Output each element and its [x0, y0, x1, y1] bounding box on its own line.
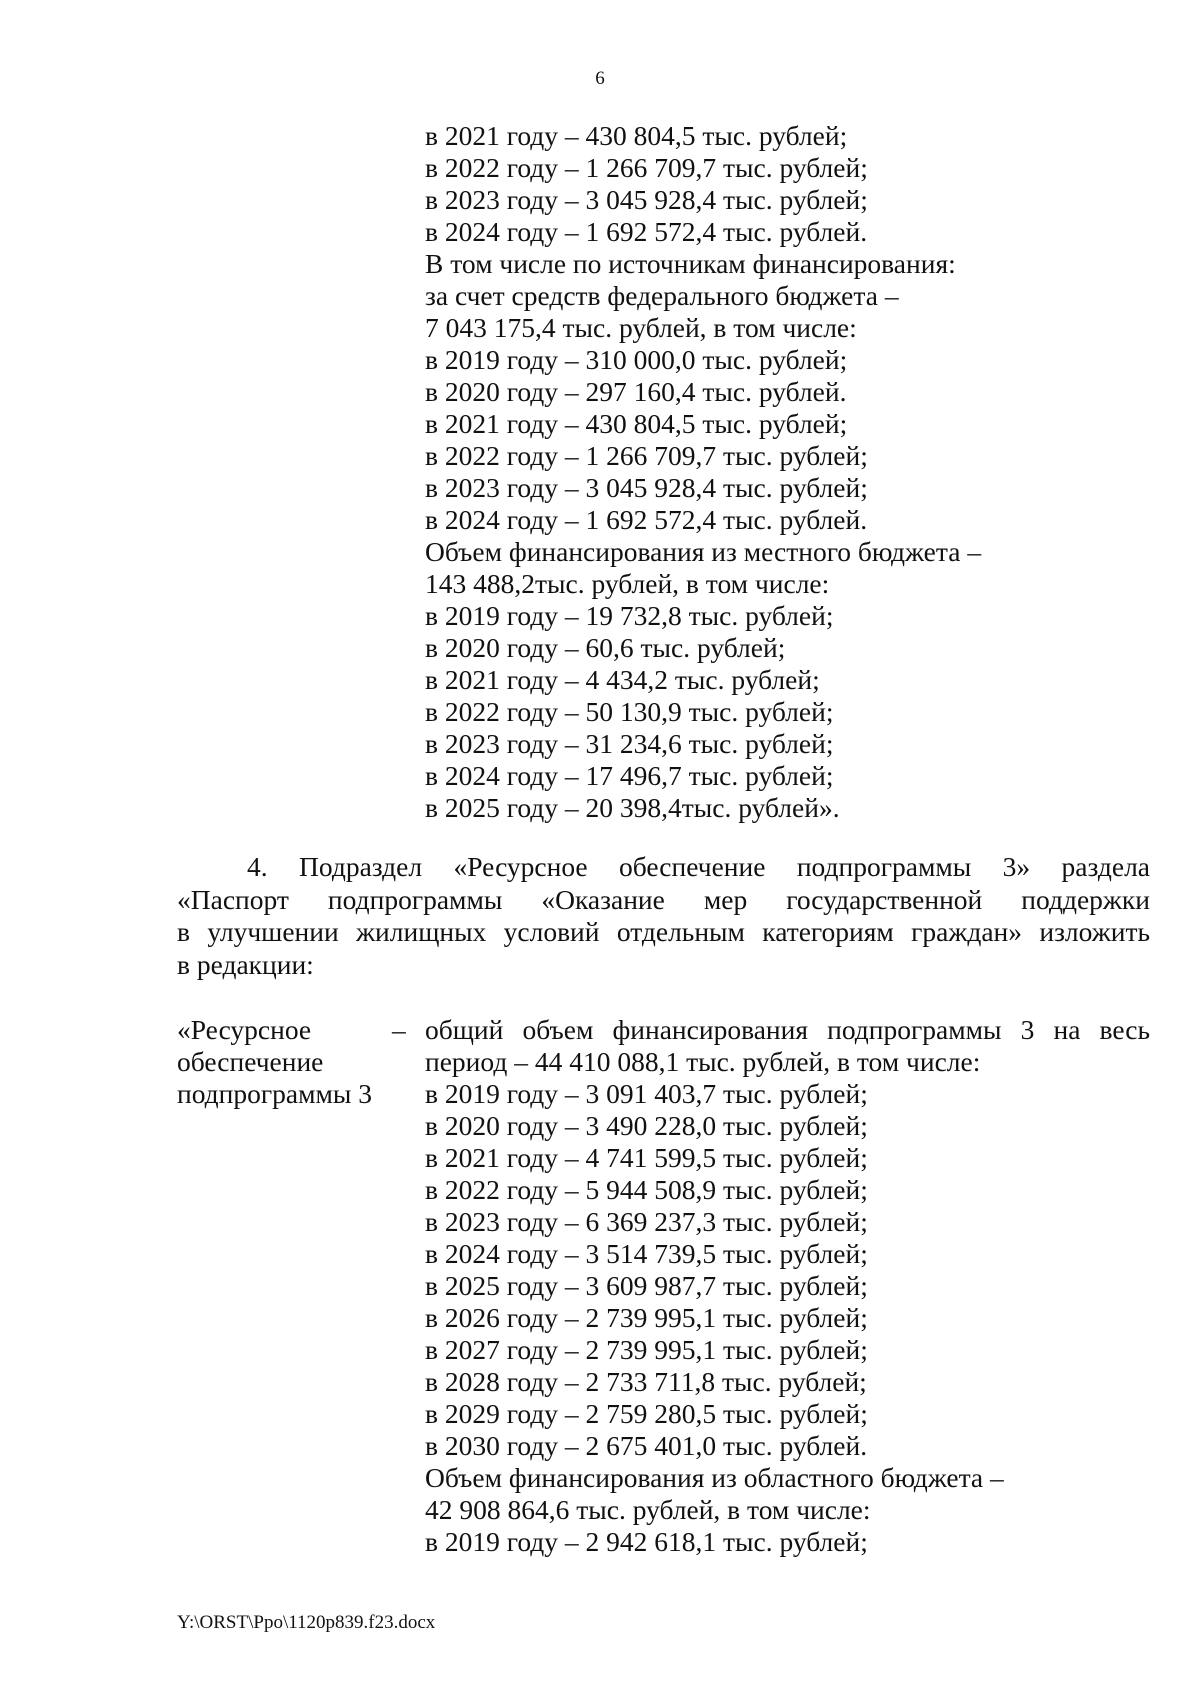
footer-file-path: Y:\ORST\Ppo\1120p839.f23.docx: [177, 1612, 436, 1633]
list-item: в 2025 году – 3 609 987,7 тыс. рублей;: [425, 1270, 868, 1301]
list-item: в 2019 году – 3 091 403,7 тыс. рублей;: [425, 1078, 868, 1109]
list-item: в 2020 году – 60,6 тыс. рублей;: [425, 632, 786, 663]
paragraph-line: «Паспорт подпрограммы «Оказание мер государственной поддержки: [177, 883, 1150, 915]
list-item: в 2028 году – 2 733 711,8 тыс. рублей;: [425, 1366, 867, 1397]
paragraph-line: 4. Подраздел «Ресурсное обеспечение подпрограммы 3» раздела: [247, 851, 1150, 882]
list-item: в 2020 году – 297 160,4 тыс. рублей.: [425, 376, 847, 407]
list-item: в 2022 году – 1 266 709,7 тыс. рублей;: [425, 152, 868, 183]
list-item: в 2022 году – 50 130,9 тыс. рублей;: [425, 696, 834, 727]
list-item: в 2024 году – 17 496,7 тыс. рублей;: [425, 760, 834, 791]
list-item: в 2021 году – 4 741 599,5 тыс. рублей;: [425, 1142, 868, 1173]
list-item: за счет средств федерального бюджета –: [425, 280, 899, 311]
list-item: в 2021 году – 430 804,5 тыс. рублей;: [425, 408, 848, 439]
list-item: в 2020 году – 3 490 228,0 тыс. рублей;: [425, 1110, 868, 1141]
list-item: 7 043 175,4 тыс. рублей, в том числе:: [425, 312, 857, 343]
paragraph-4: [177, 851, 1150, 981]
list-item: в 2029 году – 2 759 280,5 тыс. рублей;: [425, 1398, 868, 1429]
list-item: в 2024 году – 1 692 572,4 тыс. рублей.: [425, 504, 868, 535]
paragraph-line: в улучшении жилищных условий отдельным категориям граждан» изложить: [177, 916, 1150, 947]
list-item: в 2025 году – 20 398,4тыс. рублей».: [425, 792, 840, 823]
separator-dash: –: [392, 1014, 406, 1045]
list-item: Объем финансирования из областного бюджета –: [425, 1462, 1004, 1493]
list-item: в 2019 году – 2 942 618,1 тыс. рублей;: [425, 1526, 868, 1557]
list-item: 42 908 864,6 тыс. рублей, в том числе:: [425, 1494, 871, 1525]
page-number: 6: [595, 68, 605, 89]
list-item: в 2023 году – 6 369 237,3 тыс. рублей;: [425, 1206, 868, 1237]
list-item: 143 488,2тыс. рублей, в том числе:: [425, 568, 830, 599]
list-item: В том числе по источникам финансирования:: [425, 248, 956, 279]
resource-label-line: подпрограммы 3: [177, 1078, 373, 1109]
list-item: в 2024 году – 1 692 572,4 тыс. рублей.: [425, 216, 868, 247]
list-item: в 2021 году – 430 804,5 тыс. рублей;: [425, 120, 848, 151]
resource-total-line: общий объем финансирования подпрограммы 3 на весь: [425, 1014, 1150, 1045]
list-item: в 2030 году – 2 675 401,0 тыс. рублей.: [425, 1430, 868, 1461]
list-item: в 2024 году – 3 514 739,5 тыс. рублей;: [425, 1238, 868, 1269]
resource-label-line: «Ресурсное: [177, 1014, 312, 1045]
list-item: в 2019 году – 310 000,0 тыс. рублей;: [425, 344, 848, 375]
resource-label-line: обеспечение: [177, 1046, 324, 1077]
list-item: в 2019 году – 19 732,8 тыс. рублей;: [425, 600, 834, 631]
list-item: в 2027 году – 2 739 995,1 тыс. рублей;: [425, 1334, 868, 1365]
list-item: в 2023 году – 3 045 928,4 тыс. рублей;: [425, 472, 868, 503]
list-item: период – 44 410 088,1 тыс. рублей, в том числе:: [425, 1046, 981, 1077]
list-item: в 2023 году – 31 234,6 тыс. рублей;: [425, 728, 834, 759]
list-item: в 2021 году – 4 434,2 тыс. рублей;: [425, 664, 820, 695]
list-item: Объем финансирования из местного бюджета –: [425, 536, 982, 567]
list-item: в 2022 году – 1 266 709,7 тыс. рублей;: [425, 440, 868, 471]
list-item: в 2026 году – 2 739 995,1 тыс. рублей;: [425, 1302, 868, 1333]
list-item: в 2023 году – 3 045 928,4 тыс. рублей;: [425, 184, 868, 215]
list-item: в 2022 году – 5 944 508,9 тыс. рублей;: [425, 1174, 868, 1205]
paragraph-line: в редакции:: [177, 948, 314, 980]
